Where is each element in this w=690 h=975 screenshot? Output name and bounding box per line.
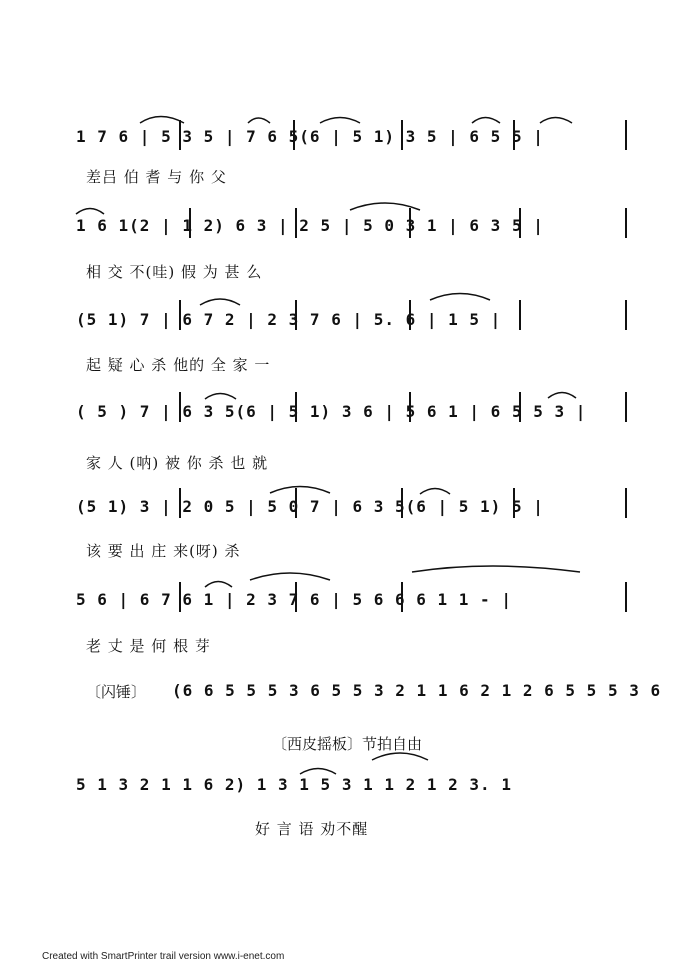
notation-line-6: 5 6 | 6 7 6 1 | 2 3 7 6 | 5 6 6 6 1 1 - | [76, 590, 512, 609]
lyric-line-2: 相 交 不(哇) 假 为 甚 么 [86, 263, 263, 281]
lyric-line-5: 该 要 出 庄 来(呀) 杀 [86, 542, 241, 560]
notation-line-4: ( 5 ) 7 | 6 3 5(6 | 5 1) 3 6 | 5 6 1 | 6 5 5 3 | [76, 402, 587, 421]
lyric-line-3: 起 疑 心 杀 他的 全 家 一 [86, 356, 271, 374]
notation-line-3: (5 1) 7 | 6 7 2 | 2 3 7 6 | 5. 6 | 1 5 | [76, 310, 502, 329]
section-label: 〔闪锤〕 [86, 683, 147, 701]
notation-line-2: 1 6 1(2 | 1 2) 6 3 | 2 5 | 5 0 3 1 | 6 3 5 | [76, 216, 544, 235]
final-notation: 5 1 3 2 1 1 6 2) 1 3 1 5 3 1 1 2 1 2 3. 1 [76, 775, 512, 794]
final-lyric: 好 言 语 劝不醒 [255, 820, 369, 838]
interlude-notation: (6 6 5 5 5 3 6 5 5 3 2 1 1 6 2 1 2 6 5 5 5 3 6 [172, 681, 662, 700]
lyric-line-6: 老 丈 是 何 根 芽 [86, 637, 211, 655]
lyric-line-1: 差吕 伯 耆 与 你 父 [86, 168, 227, 186]
footer-watermark: Created with SmartPrinter trail version www.i-enet.com [42, 951, 285, 962]
lyric-line-4: 家 人 (呐) 被 你 杀 也 就 [86, 454, 269, 472]
tempo-marking: 〔西皮摇板〕节拍自由 [272, 735, 423, 753]
notation-line-5: (5 1) 3 | 2 0 5 | 5 0 7 | 6 3 5(6 | 5 1) 5 | [76, 497, 544, 516]
notation-line-1: 1 7 6 | 5 3 5 | 7 6 5(6 | 5 1) 3 5 | 6 5 5 | [76, 127, 544, 146]
